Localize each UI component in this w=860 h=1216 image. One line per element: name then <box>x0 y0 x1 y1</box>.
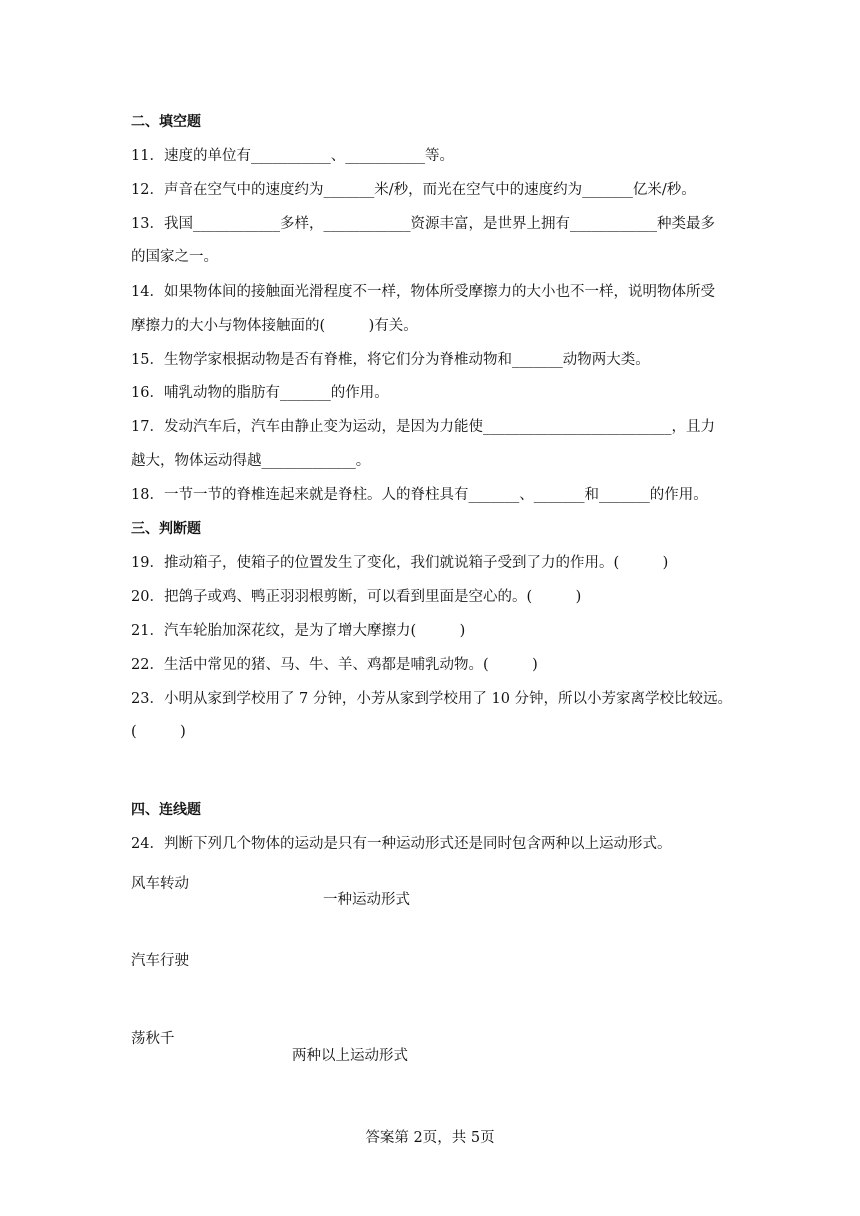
question-23-line1: 23．小明从家到学校用了 7 分钟，小芳从家到学校用了 10 分钟，所以小芳家离学校比较远。 <box>131 691 733 707</box>
question-20: 20．把鸽子或鸡、鸭正羽羽根剪断，可以看到里面是空心的。( ) <box>131 589 582 605</box>
match-right-item: 两种以上运动形式 <box>292 1048 408 1064</box>
question-14-line2: 摩擦力的大小与物体接触面的( )有关。 <box>131 318 418 334</box>
question-11: 11．速度的单位有___________、___________等。 <box>131 148 454 164</box>
match-left-item: 荡秋千 <box>131 1031 175 1047</box>
question-14-line1: 14．如果物体间的接触面光滑程度不一样，物体所受摩擦力的大小也不一样，说明物体所受 <box>131 284 715 300</box>
match-left-item: 风车转动 <box>131 876 189 892</box>
question-17-line2: 越大，物体运动得越_____________。 <box>131 453 371 469</box>
question-12: 12．声音在空气中的速度约为_______米/秒，而光在空气中的速度约为_______亿米/秒。 <box>131 182 696 198</box>
question-23-line2: ( ) <box>131 724 186 740</box>
question-21: 21．汽车轮胎加深花纹，是为了增大摩擦力( ) <box>131 623 466 639</box>
question-22: 22．生活中常见的猪、马、牛、羊、鸡都是哺乳动物。( ) <box>131 657 538 673</box>
question-18: 18．一节一节的脊椎连起来就是脊柱。人的脊柱具有_______、_______和_______的作用。 <box>131 487 708 503</box>
question-15: 15．生物学家根据动物是否有脊椎，将它们分为脊椎动物和_______动物两大类。 <box>131 352 650 368</box>
match-right-item: 一种运动形式 <box>323 892 410 908</box>
question-16: 16．哺乳动物的脂肪有_______的作用。 <box>131 385 389 401</box>
section3-heading: 三、判断题 <box>131 521 201 537</box>
section4-heading: 四、连线题 <box>131 802 201 818</box>
match-left-item: 汽车行驶 <box>131 953 189 969</box>
question-24: 24．判断下列几个物体的运动是只有一种运动形式还是同时包含两种以上运动形式。 <box>131 836 672 852</box>
question-13-line1: 13．我国____________多样，____________资源丰富，是世界上拥有____________种类最多 <box>131 216 715 232</box>
page-footer: 答案第 2页，共 5页 <box>365 1130 495 1146</box>
question-13-line2: 的国家之一。 <box>131 249 218 265</box>
question-17-line1: 17．发动汽车后，汽车由静止变为运动，是因为力能使__________________________，且力 <box>131 419 715 435</box>
section2-heading: 二、填空题 <box>131 114 201 130</box>
question-19: 19．推动箱子，使箱子的位置发生了变化，我们就说箱子受到了力的作用。( ) <box>131 555 669 571</box>
